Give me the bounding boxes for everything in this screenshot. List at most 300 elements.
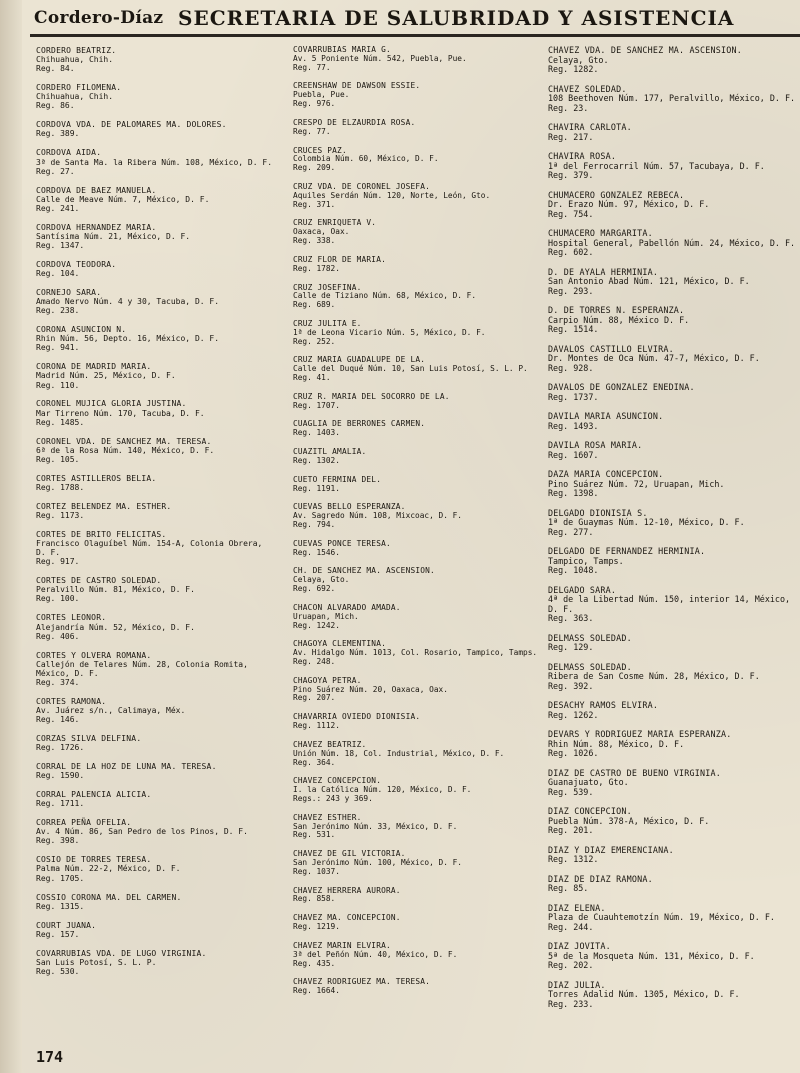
entry-registration: Reg. 435. [293,958,336,968]
entry-registration: Reg. 531. [293,830,336,840]
directory-entry [36,697,276,724]
entry-address: 3ª de Santa Ma. la Ribera Núm. 108, México, D. F. [36,157,273,167]
entry-address: 1ª del Ferrocarril Núm. 57, Tacubaya, D. F. [548,160,765,171]
directory-entry [36,46,276,73]
entry-registration: Reg. 398. [36,836,80,846]
entry-name: DIAZ Y DIAZ EMERENCIANA. [548,844,674,855]
directory-entry [36,120,276,138]
directory-entry [36,949,276,976]
entry-registration: Reg. 129. [548,642,594,653]
entry-address: San Luis Potosí, S. L. P. [36,957,157,967]
directory-entry [548,942,798,971]
entry-registration: Reg. 27. [36,166,75,176]
entry-registration: Reg. 100. [36,594,80,604]
entry-name: CORDOVA DE BAEZ MANUELA. [36,185,157,195]
entry-address: Callejón de Telares Núm. 28, Colonia Romita, México, D. F. [36,659,248,678]
entry-registration: Reg. 539. [548,786,594,797]
directory-entry [548,981,798,1010]
entry-registration: Reg. 1173. [36,510,85,520]
entry-name: DAVILA ROSA MARIA. [548,440,643,451]
entry-name: CHAVEZ CONCEPCION. [293,776,382,786]
entry-registration: Reg. 602. [548,247,594,258]
entry-registration: Reg. 1219. [293,922,340,932]
entry-name: CORDERO BEATRIZ. [36,46,117,55]
directory-entry [548,152,798,181]
directory-entry [293,320,543,347]
entry-address: I. la Católica Núm. 120, México, D. F. [293,785,472,795]
directory-entry [548,123,798,142]
entry-registration: Reg. 1546. [293,547,340,557]
entry-registration: Reg. 86. [36,101,75,111]
directory-entry [293,356,543,383]
directory-entry [36,288,276,315]
column-3 [548,46,798,1019]
entry-name: CHACON ALVARADO AMADA. [293,602,401,612]
entry-registration: Reg. 794. [293,520,336,529]
entry-name: CHAVEZ RODRIGUEZ MA. TERESA. [293,977,431,987]
entry-address: 4ª de la Libertad Núm. 150, interior 14, México, D. F. [548,594,791,614]
entry-registration: Reg. 1398. [548,488,599,499]
entry-registration: Reg. 233. [548,998,594,1009]
directory-entry [548,412,798,431]
directory-entry [548,634,798,653]
entry-name: DIAZ ELENA. [548,902,606,913]
entry-address: San Jerónimo Núm. 33, México, D. F. [293,821,458,831]
entry-registration: Reg. 1347. [36,240,85,250]
directory-entry [36,325,276,352]
entry-address: Puebla, Pue. [293,90,350,100]
entry-name: COSSIO CORONA MA. DEL CARMEN. [36,892,182,902]
entry-registration: Reg. 858. [293,894,336,904]
entry-name: DIAZ DE DIAZ RAMONA. [548,873,653,884]
entry-name: CH. DE SANCHEZ MA. ASCENSION. [293,566,435,576]
directory-entry [548,807,798,836]
entry-registration: Reg. 1315. [36,901,85,911]
directory-entry [548,229,798,258]
entry-registration: Reg. 1664. [293,986,340,996]
entry-name: DAVALOS CASTILLO ELVIRA. [548,343,674,354]
entry-registration: Reg. 77. [293,62,331,72]
directory-entry [548,547,798,576]
entry-registration: Reg. 1485. [36,417,85,427]
entry-name: CORREA PEÑA OFELIA. [36,818,132,828]
entry-name: CORNEJO SARA. [36,287,102,297]
page-number: 174 [36,1048,64,1066]
directory-entry [293,741,543,768]
entry-name: CUAZITL AMALIA. [293,447,367,457]
directory-entry [293,887,543,905]
entry-address: Palma Núm. 22-2, México, D. F. [36,864,181,874]
entry-name: DELGADO SARA. [548,584,617,595]
entry-registration: Reg. 1788. [36,482,85,492]
directory-entry [36,148,276,175]
entry-address: 1ª de Leona Vicario Núm. 5, México, D. F. [293,327,486,337]
entry-name: CREENSHAW DE DAWSON ESSIE. [293,81,421,91]
directory-entry [548,383,798,402]
directory-entry [36,921,276,939]
directory-entry [36,83,276,110]
directory-entry [293,46,543,73]
entry-address: Av. Juárez s/n., Calimaya, Méx. [36,705,186,715]
directory-entry [293,978,543,996]
entry-address: Calle del Duqué Núm. 10, San Luis Potosí, S. L. P. [293,364,528,374]
entry-name: D. DE AYALA HERMINIA. [548,266,659,277]
directory-entry [548,509,798,538]
entry-address: Calle de Meave Núm. 7, México, D. F. [36,194,210,204]
entry-registration: Reg. 293. [548,285,594,296]
entry-name: DIAZ JOVITA. [548,941,611,952]
entry-address: 3ª del Peñón Núm. 40, México, D. F. [293,949,458,959]
entry-address: Av. 4 Núm. 86, San Pedro de los Pinos, D. F. [36,827,248,837]
entry-registration: Reg. 1302. [293,455,340,465]
directory-entry [36,223,276,250]
entry-address: Chihuahua, Chih. [36,92,114,102]
entry-name: CHAVIRA ROSA. [548,151,617,162]
entry-name: CORDERO FILOMENA. [36,83,122,93]
directory-entry [293,476,543,494]
entry-address: Unión Núm. 18, Col. Industrial, México, D. F. [293,748,505,758]
entry-address: Av. 5 Poniente Núm. 542, Puebla, Pue. [293,53,467,63]
entry-registration: Reg. 1590. [36,771,85,781]
entry-address: Santísima Núm. 21, México, D. F. [36,231,191,241]
directory-entry [548,663,798,692]
directory-entry [293,850,543,877]
entry-name: COURT JUANA. [36,920,97,930]
entry-address: Av. Sagredo Núm. 108, Mixcoac, D. F. [293,511,462,521]
entry-registration: Reg. 1707. [293,400,340,410]
entry-registration: Reg. 217. [548,131,594,142]
entry-name: CORRAL DE LA HOZ DE LUNA MA. TERESA. [36,762,217,772]
directory-entry [36,362,276,389]
directory-entry [293,119,543,137]
entry-address: Tampico, Tamps. [548,555,624,566]
entry-name: DELMASS SOLEDAD. [548,661,632,672]
directory-entry [36,651,276,688]
entry-name: CUEVAS BELLO ESPERANZA. [293,502,406,512]
directory-entry [36,855,276,882]
entry-name: CORDOVA TEODORA. [36,259,117,269]
entry-registration: Reg. 1191. [293,483,340,493]
entry-name: CUETO FERMINA DEL. [293,474,382,484]
directory-entry [36,260,276,278]
entry-address: Pino Suárez Núm. 20, Oaxaca, Oax. [293,684,448,694]
entry-address: 108 Beethoven Núm. 177, Peralvillo, México, D. F. [548,93,796,104]
entry-address: Torres Adalid Núm. 1305, México, D. F. [548,989,740,1000]
entry-address: San Jerónimo Núm. 100, México, D. F. [293,858,462,868]
entry-registration: Reg. 201. [548,825,594,836]
entry-registration: Reg. 928. [548,362,594,373]
entry-registration: Reg. 1242. [293,620,340,630]
entry-registration: Reg. 41. [293,373,331,383]
entry-name: CHUMACERO GONZALEZ REBECA. [548,189,685,200]
entry-name: CHAVEZ DE GIL VICTORIA. [293,849,406,859]
entry-name: DELGADO DIONISIA S. [548,507,648,518]
entry-name: CRUCES PAZ. [293,145,347,155]
entry-registration: Reg. 374. [36,677,80,687]
entry-name: CHAVEZ BEATRIZ. [293,739,367,749]
entry-address: Dr. Montes de Oca Núm. 47-7, México, D. F. [548,353,760,364]
entry-registration: Reg. 241. [36,203,80,213]
entry-name: DIAZ DE CASTRO DE BUENO VIRGINIA. [548,767,721,778]
entry-registration: Reg. 84. [36,64,75,74]
entry-address: Plaza de Cuauhtemotzín Núm. 19, México, D. F. [548,912,775,923]
entry-registration: Reg. 692. [293,584,336,594]
entry-name: CRUZ MARIA GUADALUPE DE LA. [293,355,426,365]
entry-registration: Reg. 23. [548,102,589,113]
entry-address: Rhin Núm. 88, México, D. F. [548,738,685,749]
entry-address: Mar Tirreno Núm. 170, Tacuba, D. F. [36,408,205,418]
entry-registration: Reg. 364. [293,757,336,767]
directory-entry [293,713,543,731]
entry-name: COVARRUBIAS MARIA G. [293,45,391,54]
entry-name: DELMASS SOLEDAD. [548,632,632,643]
entry-name: CRUZ FLOR DE MARIA. [293,254,386,264]
entry-name: CRUZ VDA. DE CORONEL JOSEFA. [293,181,431,191]
directory-entry [36,818,276,845]
entry-name: CHUMACERO MARGARITA. [548,228,653,239]
directory-entry [293,777,543,804]
entry-address: Oaxaca, Oax. [293,227,350,237]
entry-name: CHAVEZ VDA. DE SANCHEZ MA. ASCENSION. [548,45,742,55]
entry-registration: Regs.: 243 y 369. [293,793,373,803]
column-1 [36,46,276,986]
directory-entry [548,268,798,297]
entry-name: CHAGOYA PETRA. [293,675,362,685]
entry-address: Pino Suárez Núm. 72, Uruapan, Mich. [548,478,725,489]
entry-registration: Reg. 392. [548,680,594,691]
entry-registration: Reg. 371. [293,199,336,209]
entry-address: Celaya, Gto. [293,575,350,585]
entry-name: CORDOVA HERNANDEZ MARIA. [36,222,157,232]
header-running-title: Cordero-Díaz [34,8,164,28]
entry-address: Peralvillo Núm. 81, México, D. F. [36,585,195,595]
entry-name: DIAZ CONCEPCION. [548,806,632,817]
directory-entry [293,393,543,411]
entry-registration: Reg. 379. [548,170,594,181]
entry-address: Av. Hidalgo Núm. 1013, Col. Rosario, Tampico, Tamps. [293,648,538,658]
directory-entry [293,604,543,631]
entry-name: CORTES Y OLVERA ROMANA. [36,650,152,660]
entry-name: CORZAS SILVA DELFINA. [36,734,142,744]
entry-name: CORONEL MUJICA GLORIA JUSTINA. [36,399,187,409]
entry-name: DAVALOS DE GONZALEZ ENEDINA. [548,382,695,393]
entry-registration: Reg. 363. [548,613,594,624]
entry-registration: Reg. 338. [293,236,336,246]
entry-name: CHAVEZ MARIN ELVIRA. [293,940,391,950]
directory-entry [36,399,276,426]
entry-registration: Reg. 1312. [548,854,599,865]
directory-entry [548,441,798,460]
entry-address: Francisco Olaguíbel Núm. 154-A, Colonia Obrera, D. F. [36,539,263,558]
entry-name: CORONA ASUNCION N. [36,325,127,335]
directory-entry [36,186,276,213]
directory-entry [36,734,276,752]
page-edge-shadow [0,0,22,1073]
entry-address: Ribera de San Cosme Núm. 28, México, D. F. [548,671,760,682]
entry-name: CHAGOYA CLEMENTINA. [293,639,386,649]
entry-registration: Reg. 389. [36,129,80,139]
directory-entry [293,942,543,969]
entry-registration: Reg. 754. [548,208,594,219]
entry-address: Calle de Tiziano Núm. 68, México, D. F. [293,291,477,301]
entry-registration: Reg. 1262. [548,709,599,720]
directory-entry [36,576,276,603]
entry-registration: Reg. 244. [548,921,594,932]
entry-registration: Reg. 406. [36,631,80,641]
entry-name: DIAZ JULIA. [548,979,606,990]
entry-address: Chihuahua, Chih. [36,55,114,65]
entry-address: Celaya, Gto. [548,54,609,65]
entry-registration: Reg. 976. [293,99,336,109]
entry-registration: Reg. 157. [36,929,80,939]
directory-entry [548,875,798,894]
entry-name: CHAVIRA CARLOTA. [548,122,632,133]
entry-registration: Reg. 917. [36,557,80,567]
entry-registration: Reg. 252. [293,336,336,346]
entry-registration: Reg. 202. [548,960,594,971]
entry-registration: Reg. 1782. [293,263,340,273]
directory-entry [36,613,276,640]
entry-registration: Reg. 1403. [293,428,340,438]
entry-address: Rhin Núm. 56, Depto. 16, México, D. F. [36,334,220,344]
directory-entry [548,345,798,374]
entry-name: DAVILA MARIA ASUNCION. [548,411,664,422]
directory-entry [36,893,276,911]
entry-address: Puebla Núm. 378-A, México, D. F. [548,815,710,826]
directory-entry [293,256,543,274]
entry-name: CORTEZ BELENDEZ MA. ESTHER. [36,501,172,511]
entry-name: COSIO DE TORRES TERESA. [36,855,152,865]
directory-entry [548,586,798,624]
directory-entry [36,437,276,464]
directory-entry [548,769,798,798]
entry-name: CORTES DE BRITO FELICITAS. [36,529,167,539]
entry-name: CHAVEZ MA. CONCEPCION. [293,913,401,923]
entry-registration: Reg. 104. [36,269,80,279]
header-rule [30,34,800,37]
directory-entry [548,846,798,865]
directory-entry [293,448,543,466]
entry-registration: Reg. 1607. [548,449,599,460]
entry-address: Amado Nervo Núm. 4 y 30, Tacuba, D. F. [36,297,220,307]
entry-name: D. DE TORRES N. ESPERANZA. [548,305,685,316]
entry-name: CORTES LEONOR. [36,613,107,623]
entry-registration: Reg. 105. [36,454,80,464]
entry-name: CHAVARRIA OVIEDO DIONISIA. [293,712,421,722]
entry-name: CORONEL VDA. DE SANCHEZ MA. TERESA. [36,436,212,446]
entry-registration: Reg. 1037. [293,866,340,876]
directory-entry [293,183,543,210]
directory-entry [293,677,543,704]
entry-address: Alejandría Núm. 52, México, D. F. [36,622,195,632]
entry-address: Colombia Núm. 60, México, D. F. [293,154,439,164]
entry-address: Uruapan, Mich. [293,611,359,621]
directory-entry [36,790,276,808]
directory-entry [293,503,543,530]
entry-name: CRUZ JULITA E. [293,318,362,328]
directory-entry [36,530,276,567]
entry-address: 6ª de la Rosa Núm. 140, México, D. F. [36,445,215,455]
entry-registration: Reg. 530. [36,966,80,976]
directory-entry [293,567,543,594]
entry-registration: Reg. 1737. [548,391,599,402]
entry-name: CORDOVA VDA. DE PALOMARES MA. DOLORES. [36,120,227,130]
entry-registration: Reg. 110. [36,380,80,390]
directory-entry [293,420,543,438]
entry-registration: Reg. 1026. [548,748,599,759]
directory-entry [548,730,798,759]
entry-name: CRESPO DE ELZAURDIA ROSA. [293,117,416,127]
entry-name: CRUZ JOSEFINA. [293,282,362,292]
entry-name: CHAVEZ ESTHER. [293,812,362,822]
entry-registration: Reg. 85. [548,883,589,894]
entry-registration: Reg. 689. [293,300,336,310]
directory-entry [548,904,798,933]
directory-entry [548,46,798,75]
directory-entry [36,762,276,780]
directory-entry [293,814,543,841]
entry-registration: Reg. 1514. [548,324,599,335]
directory-entry [293,284,543,311]
header-department: SECRETARIA DE SALUBRIDAD Y ASISTENCIA [178,6,735,30]
directory-entry [36,502,276,520]
directory-entry [293,147,543,174]
entry-registration: Reg. 277. [548,526,594,537]
directory-entry [548,191,798,220]
entry-name: CORTES ASTILLEROS BELIA. [36,473,157,483]
entry-registration: Reg. 1726. [36,743,85,753]
entry-name: DESACHY RAMOS ELVIRA. [548,700,659,711]
entry-name: CRUZ R. MARIA DEL SOCORRO DE LA. [293,391,450,401]
entry-registration: Reg. 1705. [36,873,85,883]
entry-name: CHAVEZ HERRERA AURORA. [293,885,401,895]
directory-entry [293,82,543,109]
entry-name: CHAVEZ SOLEDAD. [548,83,627,94]
entry-registration: Reg. 248. [293,656,336,666]
directory-entry [36,474,276,492]
entry-registration: Reg. 207. [293,693,336,703]
directory-entry [548,470,798,499]
entry-registration: Reg. 941. [36,343,80,353]
entry-name: CORONA DE MADRID MARIA. [36,362,152,372]
page-header [0,2,800,34]
entry-registration: Reg. 209. [293,163,336,173]
directory-entry [548,85,798,114]
entry-name: CORTES DE CASTRO SOLEDAD. [36,576,162,586]
entry-registration: Reg. 1711. [36,799,85,809]
entry-address: Aquiles Serdán Núm. 120, Norte, León, Gto. [293,190,491,200]
entry-address: Dr. Erazo Núm. 97, México, D. F. [548,199,710,210]
directory-entry [293,640,543,667]
entry-registration: Reg. 1493. [548,420,599,431]
directory-entry [293,540,543,558]
directory-entry [548,701,798,720]
column-2 [293,46,543,1006]
entry-name: DEVARS Y RODRIGUEZ MARIA ESPERANZA. [548,729,732,740]
entry-registration: Reg. 1048. [548,565,599,576]
directory-entry [293,914,543,932]
entry-address: Madrid Núm. 25, México, D. F. [36,371,176,381]
entry-name: CRUZ ENRIQUETA V. [293,218,377,228]
entry-name: CORDOVA AIDA. [36,148,102,158]
entry-registration: Reg. 77. [293,126,331,136]
entry-address: Guanajuato, Gto. [548,777,629,788]
directory-entry [548,306,798,335]
entry-registration: Reg. 238. [36,306,80,316]
entry-registration: Reg. 146. [36,715,80,725]
entry-address: San Antonio Abad Núm. 121, México, D. F. [548,276,750,287]
entry-name: DELGADO DE FERNANDEZ HERMINIA. [548,546,706,557]
